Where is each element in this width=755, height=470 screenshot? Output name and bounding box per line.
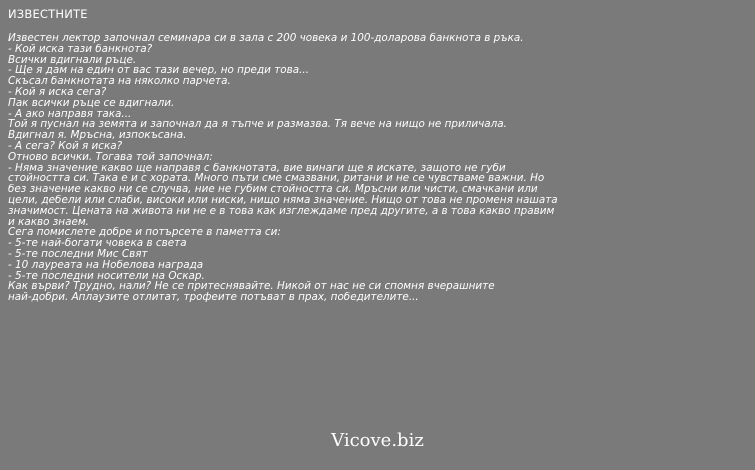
text-line: - А сега? Кой я иска? [8,140,123,152]
text-line: - Ще я дам на един от вас тази вечер, но преди това... [8,65,310,77]
text-line: без значение какво ни се случва, ние не губим стойността си. Мръсни или чисти, смачкани или [8,184,538,195]
text-line: - 5-те последни Мис Свят [8,248,148,260]
text-line: значимост. Цената на живота ни не е в това как изглеждаме пред другите, а в това какво правим [8,205,555,217]
text-line: стойността си. Така е и с хората. Много пъти сме смазвани, ритани и не се чувстваме важни. Но [8,173,545,185]
story-text [8,33,748,303]
text-line: Как върви? Трудно, нали? Не се притеснявайте. Никой от нас не си спомня вчерашните [8,281,495,293]
text-line: Известен лектор започнал семинара си в зала с 200 човека и 100-доларова банкнота в ръка. [8,33,524,44]
text-line: - Кой я иска сега? [8,86,107,98]
text-line: - 5-те най-богати човека в света [8,238,187,249]
text-line: Сега помислете добре и потърсете в паметта си: [8,227,281,239]
page-title: ИЗВЕСТНИТЕ [8,7,88,21]
text-line: - 5-те последни носители на Оскар. [8,270,205,282]
text-line: Пак всички ръце се вдигнали. [8,97,175,109]
site-watermark: Vicove.biz [331,430,424,451]
text-line: най-добри. Аплаузите отлитат, трофеите потъват в прах, победителите... [8,292,419,303]
text-line: Скъсал банкнотата на няколко парчета. [8,76,231,87]
text-line: - А ако направя така... [8,108,132,120]
text-line: - Няма значение какво ще направя с банкнотата, вие винаги ще я искате, защото не губи [8,162,506,174]
text-line: Той я пуснал на земята и започнал да я тъпче и размазва. Тя вече на нищо не приличала. [8,119,507,131]
text-line: - 10 лауреата на Нобелова награда [8,259,204,271]
text-line: и какво знаем. [8,216,89,228]
text-line: Отново всички. Тогава той започнал: [8,151,213,163]
text-line: Всички вдигнали ръце. [8,54,137,66]
text-line: - Кой иска тази банкнота? [8,43,153,55]
text-line: цели, дебели или слаби, високи или ниски, нищо няма значение. Нищо от това не променя нашата [8,194,558,206]
text-line: Вдигнал я. Мръсна, изпокъсана. [8,130,187,141]
